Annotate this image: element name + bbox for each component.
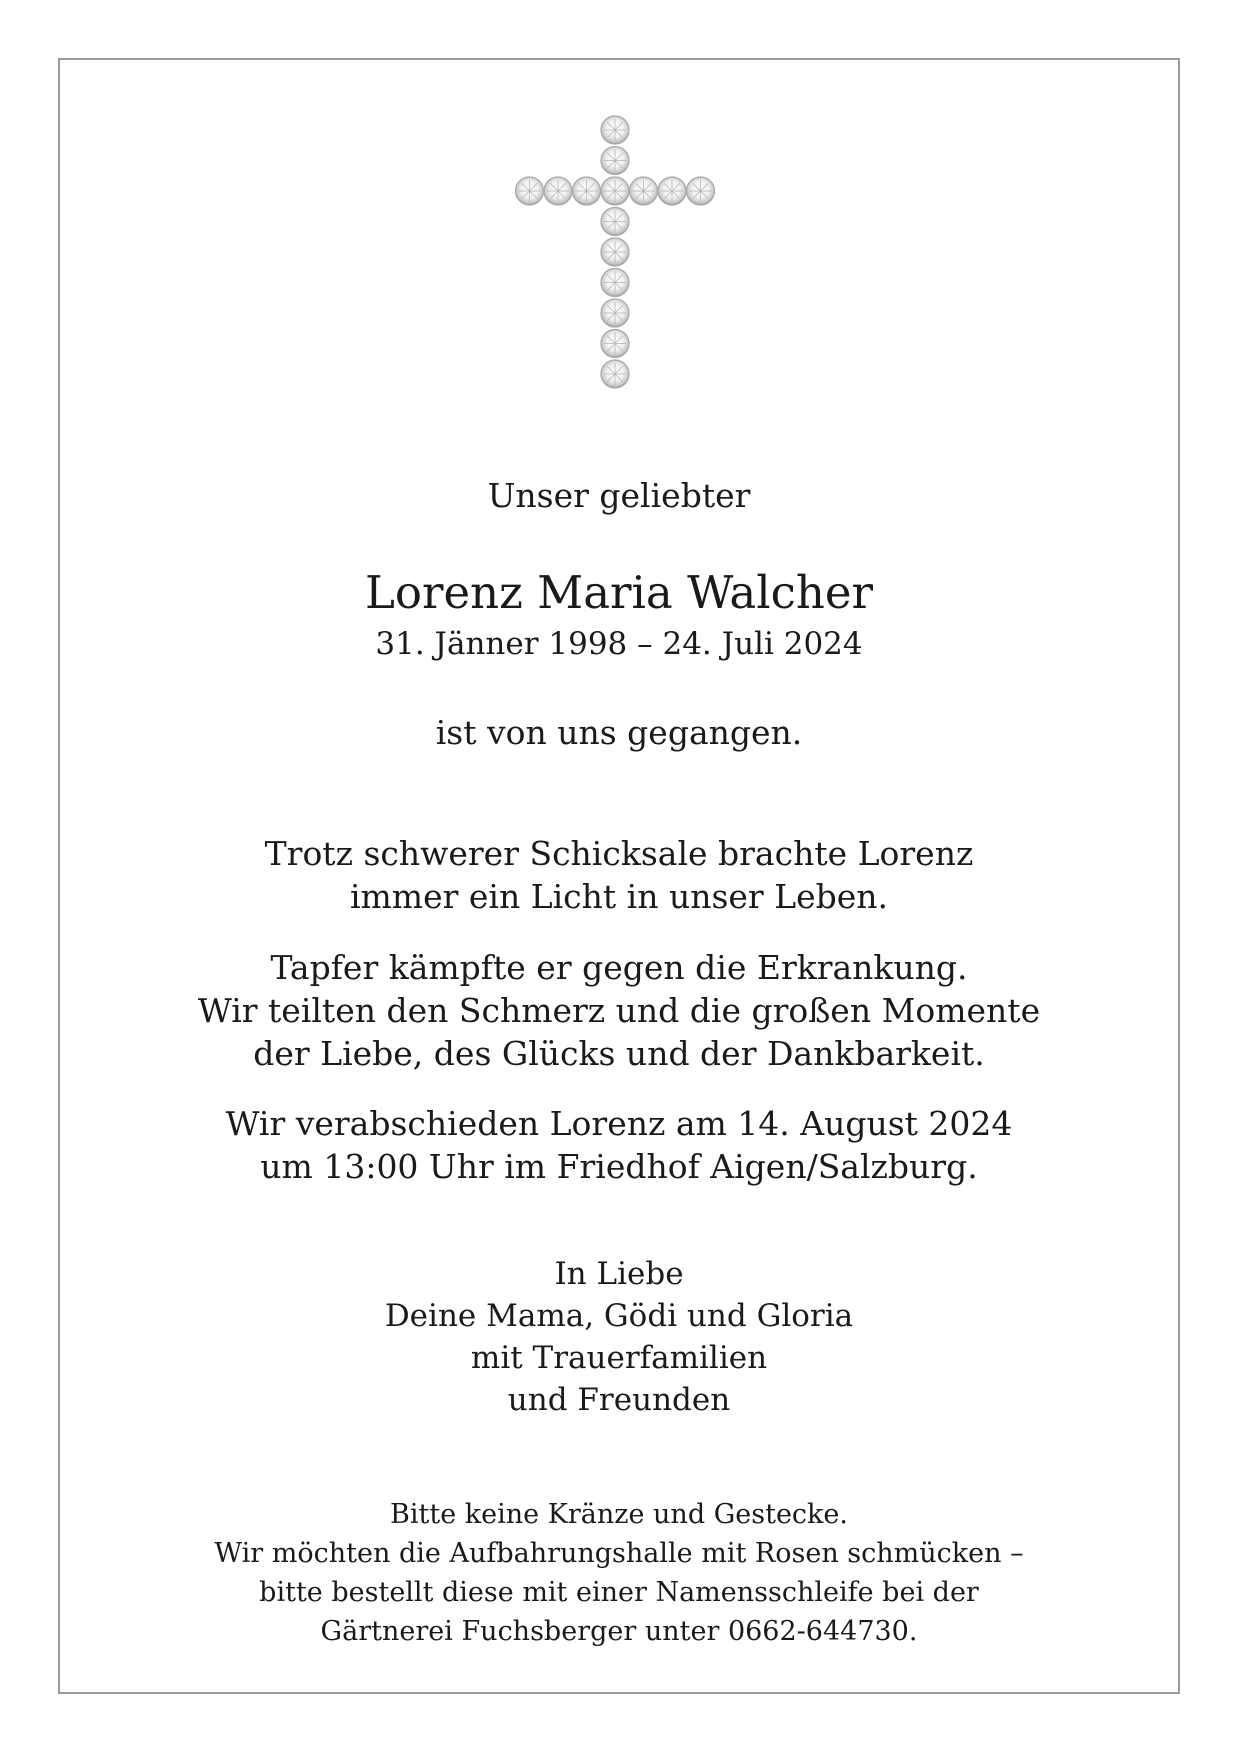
deceased-name: Lorenz Maria Walcher	[365, 566, 873, 619]
funeral-line: Wir verabschieden Lorenz am 14. August 2024	[225, 1104, 1013, 1143]
intro-text: Unser geliebter	[487, 476, 751, 515]
signature-block	[58, 1253, 1180, 1421]
signature-line: In Liebe	[554, 1256, 684, 1292]
tribute-line: immer ein Licht in unser Leben.	[349, 877, 889, 916]
signature-line: und Freunden	[507, 1382, 731, 1418]
note-line: Wir möchten die Aufbahrungshalle mit Rosen schmücken –	[214, 1538, 1024, 1569]
signature-line: mit Trauerfamilien	[470, 1340, 768, 1376]
tribute-paragraph	[58, 832, 1180, 918]
illness-line: Wir teilten den Schmerz und die großen Momente	[197, 991, 1041, 1030]
note-line: Bitte keine Kränze und Gestecke.	[390, 1499, 848, 1530]
flower-note	[58, 1495, 1180, 1651]
tribute-line: Trotz schwerer Schicksale brachte Lorenz	[264, 834, 974, 873]
life-dates: 31. Jänner 1998 – 24. Juli 2024	[375, 626, 863, 662]
signature-line: Deine Mama, Gödi und Gloria	[384, 1298, 854, 1334]
jeweled-cross-icon	[515, 112, 715, 394]
note-line: Gärtnerei Fuchsberger unter 0662-644730.	[320, 1616, 918, 1647]
funeral-line: um 13:00 Uhr im Friedhof Aigen/Salzburg.	[260, 1147, 978, 1186]
illness-line: Tapfer kämpfte er gegen die Erkrankung.	[270, 948, 968, 987]
note-line: bitte bestellt diese mit einer Namensschleife bei der	[259, 1577, 979, 1608]
illness-paragraph	[58, 946, 1180, 1075]
passed-away-text: ist von uns gegangen.	[435, 713, 803, 752]
funeral-details	[58, 1102, 1180, 1188]
illness-line: der Liebe, des Glücks und der Dankbarkeit.	[253, 1034, 985, 1073]
